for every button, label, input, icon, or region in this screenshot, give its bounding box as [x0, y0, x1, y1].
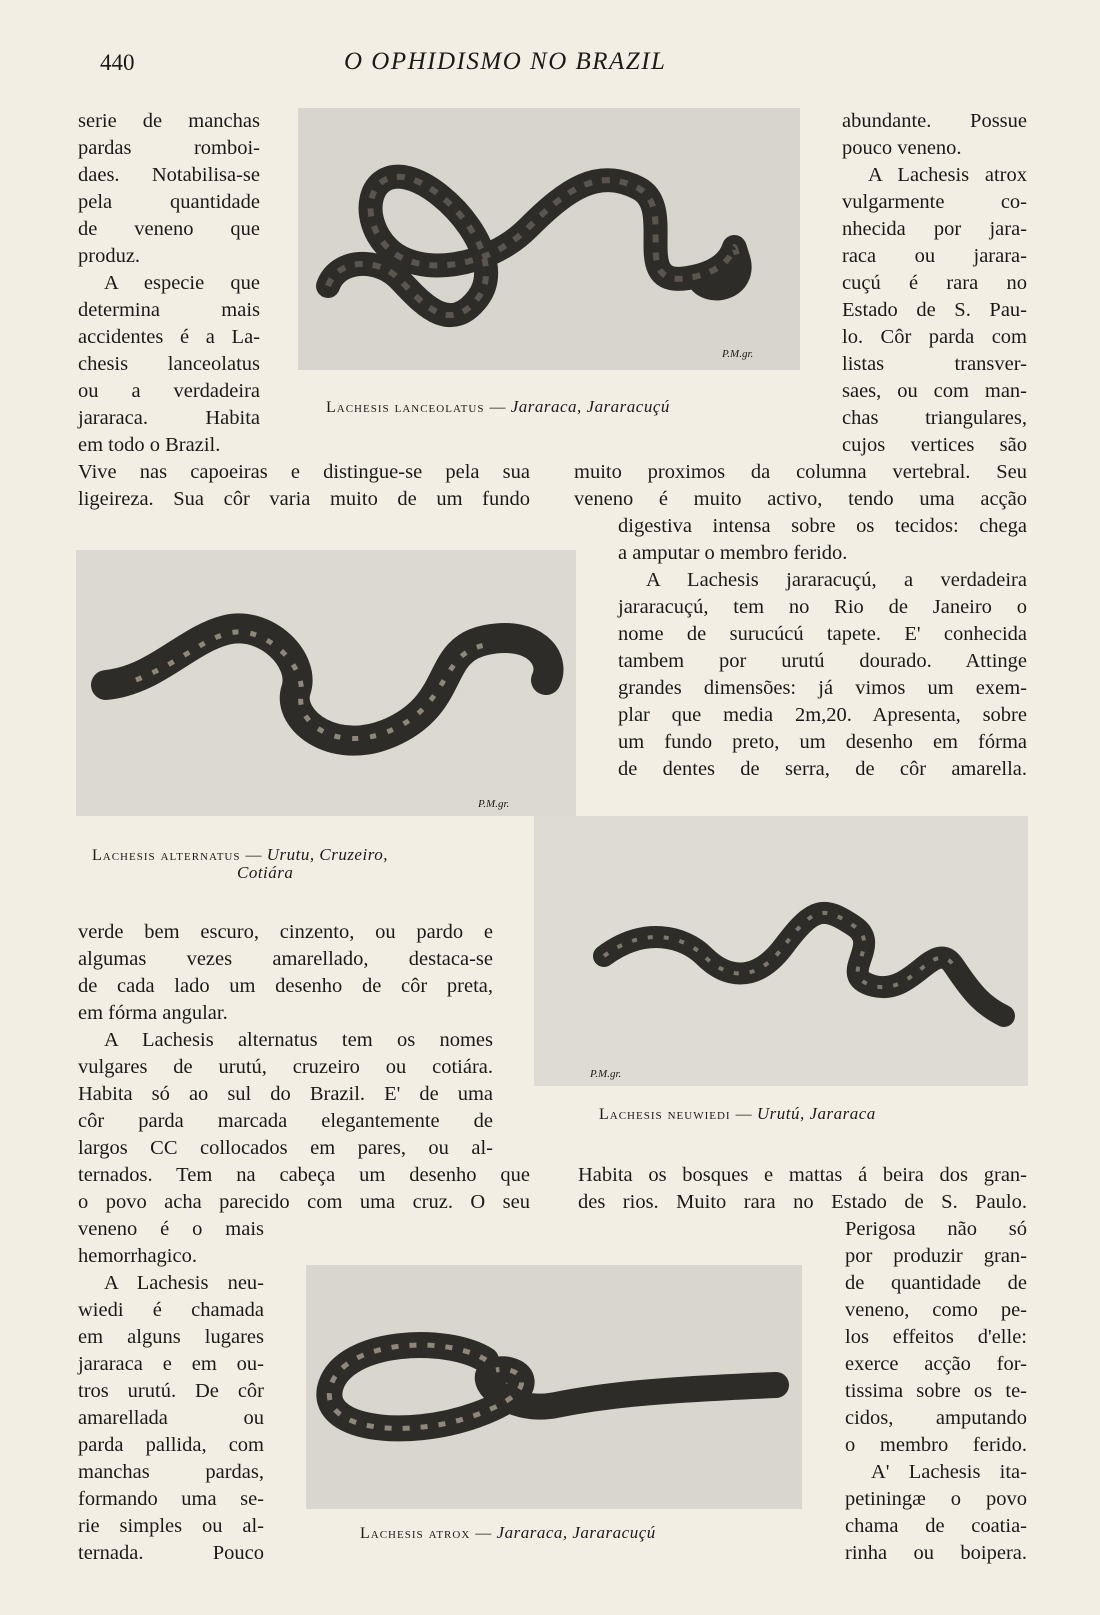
text-line: rinha ou boipera. — [845, 1542, 1027, 1564]
page-number: 440 — [100, 50, 135, 75]
text-line: a amputar o membro ferido. — [618, 542, 848, 564]
text-line: veneno é muito activo, tendo uma acção — [574, 488, 1027, 510]
text-line: petiningæ o povo — [845, 1488, 1027, 1510]
text-line: tambem por urutú dourado. Attinge — [618, 650, 1027, 672]
text-line: ternados. Tem na cabeça um desenho que — [78, 1164, 530, 1186]
engraver-signature: P.M.gr. — [478, 798, 510, 810]
text-line: em fórma angular. — [78, 1002, 228, 1024]
text-line: de cada lado um desenho de côr preta, — [78, 975, 493, 997]
text-line: cidos, amputando — [845, 1407, 1027, 1429]
text-line: abundante. Possue — [842, 110, 1027, 132]
text-line: pouco veneno. — [842, 137, 962, 159]
text-line: tros urutú. De côr — [78, 1380, 264, 1402]
text-line: jararaca. Habita — [78, 407, 260, 429]
text-line: de quantidade de — [845, 1272, 1027, 1294]
text-line: o povo acha parecido com uma cruz. O seu — [78, 1191, 530, 1213]
caption-species: Lachesis neuwiedi — — [599, 1106, 753, 1123]
figure-caption-atrox — [360, 1523, 656, 1543]
figure-lanceolatus-photo — [298, 108, 800, 370]
text-line: um fundo preto, um desenho em fórma — [618, 731, 1027, 753]
text-line: nome de surucúcú tapete. E' conhecida — [618, 623, 1027, 645]
text-line: parda pallida, com — [78, 1434, 264, 1456]
text-line: Habita os bosques e mattas á beira dos gran- — [578, 1164, 1027, 1186]
snake-illustration — [298, 108, 800, 370]
text-line: veneno é o mais — [78, 1218, 264, 1240]
text-line: A especie que — [104, 272, 260, 294]
text-line: jararacuçú, tem no Rio de Janeiro o — [618, 596, 1027, 618]
snake-illustration — [534, 816, 1028, 1086]
text-line: cuçú é rara no — [842, 272, 1027, 294]
text-line: lo. Côr parda com — [842, 326, 1027, 348]
text-line: manchas pardas, — [78, 1461, 264, 1483]
text-line: A Lachesis neu- — [104, 1272, 264, 1294]
text-line: algumas vezes amarellado, destaca-se — [78, 948, 493, 970]
text-line: de dentes de serra, de côr amarella. — [618, 758, 1027, 780]
text-line: ternada. Pouco — [78, 1542, 264, 1564]
text-line: o membro ferido. — [845, 1434, 1027, 1456]
text-line: jararaca e em ou- — [78, 1353, 264, 1375]
text-line: muito proximos da columna vertebral. Seu — [574, 461, 1027, 483]
snake-illustration — [306, 1265, 802, 1509]
text-line: largos CC collocados em pares, ou al- — [78, 1137, 493, 1159]
text-line: ou a verdadeira — [78, 380, 260, 402]
caption-common-names: Cotiára — [237, 863, 294, 882]
text-line: cujos vertices são — [842, 434, 1027, 456]
text-line: plar que media 2m,20. Apresenta, sobre — [618, 704, 1027, 726]
engraver-signature: P.M.gr. — [722, 348, 754, 360]
text-line: chama de coatia- — [845, 1515, 1027, 1537]
figure-caption-alternatus-line2 — [237, 863, 293, 883]
text-line: rie simples ou al- — [78, 1515, 264, 1537]
text-line: chas triangulares, — [842, 407, 1027, 429]
text-line: pardas romboi- — [78, 137, 260, 159]
text-line: amarellada ou — [78, 1407, 264, 1429]
running-title: O OPHIDISMO NO BRAZIL — [344, 48, 667, 75]
text-line: des rios. Muito rara no Estado de S. Paulo. — [578, 1191, 1027, 1213]
text-line: côr parda marcada elegantemente de — [78, 1110, 493, 1132]
text-line: tissima sobre os te- — [845, 1380, 1027, 1402]
text-line: serie de manchas — [78, 110, 260, 132]
text-line: vulgarmente co- — [842, 191, 1027, 213]
text-line: verde bem escuro, cinzento, ou pardo e — [78, 921, 493, 943]
text-line: por produzir gran- — [845, 1245, 1027, 1267]
figure-alternatus-photo — [76, 550, 576, 816]
figure-caption-alternatus — [92, 845, 388, 865]
text-line: accidentes é a La- — [78, 326, 260, 348]
engraver-signature: P.M.gr. — [590, 1068, 622, 1080]
text-line: listas transver- — [842, 353, 1027, 375]
text-line: saes, ou com man- — [842, 380, 1027, 402]
text-line: A Lachesis jararacuçú, a verdadeira — [646, 569, 1027, 591]
text-line: A Lachesis alternatus tem os nomes — [104, 1029, 493, 1051]
text-line: Habita só ao sul do Brazil. E' de uma — [78, 1083, 493, 1105]
text-line: vulgares de urutú, cruzeiro ou cotiára. — [78, 1056, 493, 1078]
figure-caption-lanceolatus — [326, 397, 670, 417]
text-line: digestiva intensa sobre os tecidos: chega — [618, 515, 1027, 537]
caption-species: Lachesis lanceolatus — — [326, 399, 507, 416]
text-line: Perigosa não só — [845, 1218, 1027, 1240]
text-line: formando uma se- — [78, 1488, 264, 1510]
text-line: Estado de S. Pau- — [842, 299, 1027, 321]
text-line: em alguns lugares — [78, 1326, 264, 1348]
caption-common-names: Jararaca, Jararacuçú — [496, 1523, 656, 1542]
figure-caption-neuwiedi — [599, 1104, 876, 1124]
text-line: veneno, como pe- — [845, 1299, 1027, 1321]
text-line: grandes dimensões: já vimos um exem- — [618, 677, 1027, 699]
figure-neuwiedi-photo — [534, 816, 1028, 1086]
text-line: hemorrhagico. — [78, 1245, 197, 1267]
caption-species: Lachesis alternatus — — [92, 847, 263, 864]
snake-illustration — [76, 550, 576, 816]
text-line: los effeitos d'elle: — [845, 1326, 1027, 1348]
text-line: de veneno que — [78, 218, 260, 240]
text-line: A' Lachesis ita- — [871, 1461, 1027, 1483]
figure-atrox-photo — [306, 1265, 802, 1509]
text-line: ligeireza. Sua côr varia muito de um fundo — [78, 488, 530, 510]
text-line: daes. Notabilisa-se — [78, 164, 260, 186]
caption-common-names: Urutú, Jararaca — [756, 1104, 876, 1123]
text-line: Vive nas capoeiras e distingue-se pela sua — [78, 461, 530, 483]
text-line: wiedi é chamada — [78, 1299, 264, 1321]
caption-common-names: Urutu, Cruzeiro, — [266, 845, 388, 864]
text-line: em todo o Brazil. — [78, 434, 221, 456]
text-line: A Lachesis atrox — [868, 164, 1027, 186]
text-line: nhecida por jara- — [842, 218, 1027, 240]
caption-common-names: Jararaca, Jararacuçú — [510, 397, 670, 416]
text-line: pela quantidade — [78, 191, 260, 213]
text-line: chesis lanceolatus — [78, 353, 260, 375]
text-line: exerce acção for- — [845, 1353, 1027, 1375]
caption-species: Lachesis atrox — — [360, 1525, 493, 1542]
text-line: determina mais — [78, 299, 260, 321]
text-line: produz. — [78, 245, 141, 267]
text-line: raca ou jarara- — [842, 245, 1027, 267]
